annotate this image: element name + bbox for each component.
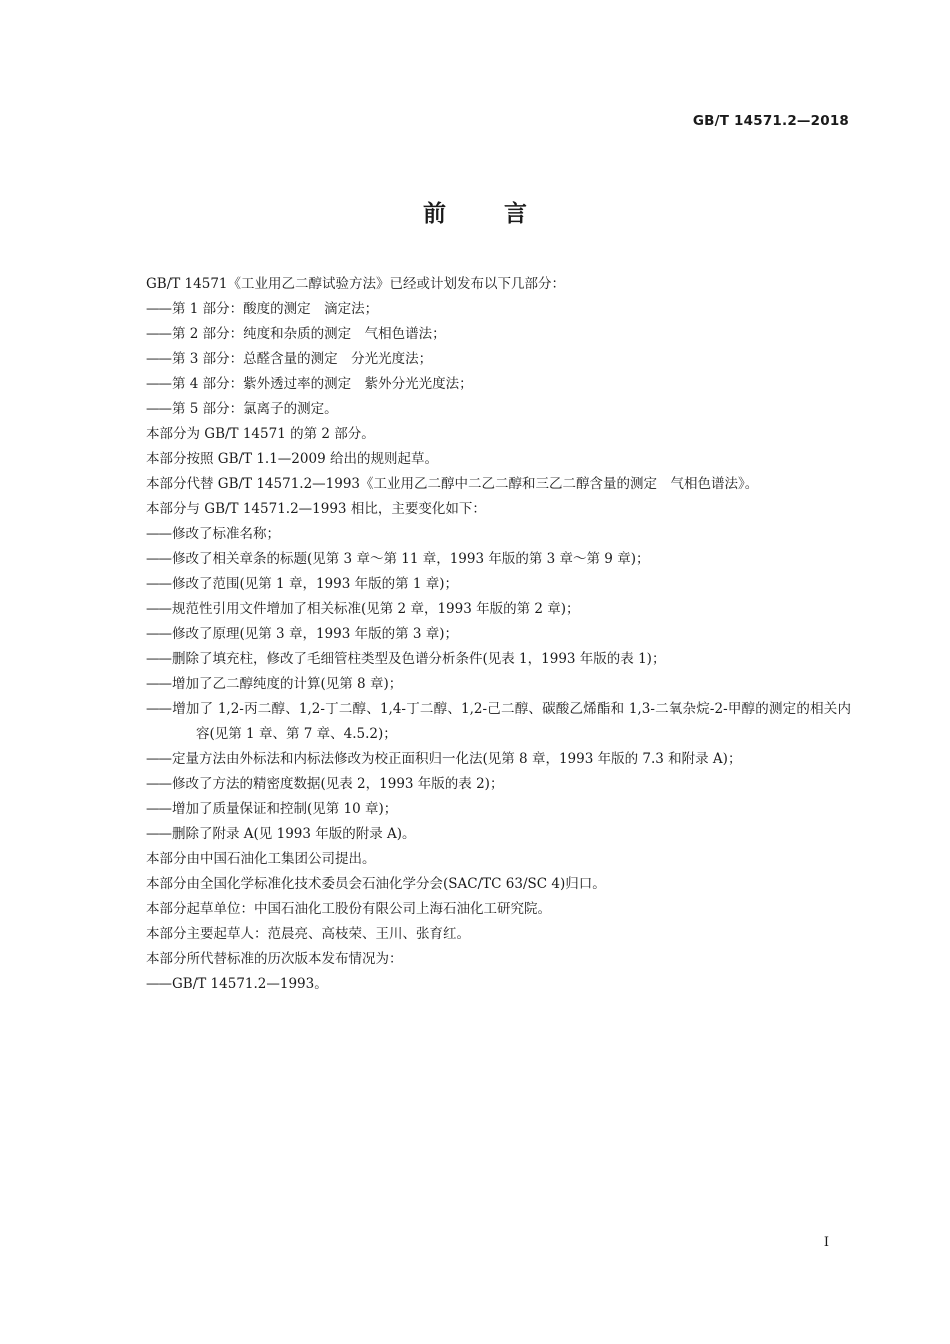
paragraph: 本部分起草单位：中国石油化工股份有限公司上海石油化工研究院。 [146, 901, 551, 917]
paragraph: 本部分由全国化学标准化技术委员会石油化学分会(SAC/TC 63/SC 4)归口。 [146, 876, 606, 892]
standard-code: GB/T 14571.2—2018 [692, 113, 849, 129]
list-item: —— 增加了质量保证和控制(见第 10 章)； [113, 797, 851, 822]
list-item: —— 增加了 1,2-丙二醇、1,2-丁二醇、1,4-丁二醇、1,2-己二醇、碳酸乙烯酯和 1,3-二氧杂烷-2-甲醇的测定的相关内容(见第 1 章、第 7 章、4.5.2)； [113, 697, 851, 747]
list-item: —— 定量方法由外标法和内标法修改为校正面积归一化法(见第 8 章，1993 年版的 7.3 和附录 A)； [113, 747, 851, 772]
paragraph: 本部分主要起草人：范晨亮、高枝荣、王川、张育红。 [146, 926, 470, 942]
paragraph: GB/T 14571《工业用乙二醇试验方法》已经或计划发布以下几部分： [146, 276, 565, 292]
list-item: —— 修改了相关章条的标题(见第 3 章～第 11 章，1993 年版的第 3 章～第 9 章)； [113, 547, 851, 572]
page-number: I [823, 1235, 829, 1250]
list-item: —— GB/T 14571.2—1993。 [113, 972, 851, 997]
paragraph: 本部分由中国石油化工集团公司提出。 [146, 851, 376, 867]
list-item: —— 删除了附录 A(见 1993 年版的附录 A)。 [113, 822, 851, 847]
paragraph: 本部分为 GB/T 14571 的第 2 部分。 [146, 426, 375, 442]
list-item: —— 修改了标准名称； [113, 522, 851, 547]
list-item: —— 修改了范围(见第 1 章，1993 年版的第 1 章)； [113, 572, 851, 597]
list-item: —— 第 4 部分：紫外透过率的测定 紫外分光光度法； [113, 372, 851, 397]
list-item: —— 修改了方法的精密度数据(见表 2，1993 年版的表 2)； [113, 772, 851, 797]
list-item: —— 规范性引用文件增加了相关标准(见第 2 章，1993 年版的第 2 章)； [113, 597, 851, 622]
list-item: —— 删除了填充柱，修改了毛细管柱类型及色谱分析条件(见表 1，1993 年版的表 1)； [113, 647, 851, 672]
paragraph: 本部分代替 GB/T 14571.2—1993《工业用乙二醇中二乙二醇和三乙二醇含量的测定 气相色谱法》。 [146, 476, 759, 492]
list-item: —— 修改了原理(见第 3 章，1993 年版的第 3 章)； [113, 622, 851, 647]
list-item: —— 第 5 部分：氯离子的测定。 [113, 397, 851, 422]
paragraph: 本部分与 GB/T 14571.2—1993 相比，主要变化如下： [146, 501, 486, 517]
list-item: —— 第 1 部分：酸度的测定 滴定法； [113, 297, 851, 322]
list-item: —— 增加了乙二醇纯度的计算(见第 8 章)； [113, 672, 851, 697]
list-item: —— 第 3 部分：总醛含量的测定 分光光度法； [113, 347, 851, 372]
page-title: 前言 [423, 201, 585, 227]
list-item: —— 第 2 部分：纯度和杂质的测定 气相色谱法； [113, 322, 851, 347]
paragraph: 本部分按照 GB/T 1.1—2009 给出的规则起草。 [146, 451, 438, 467]
document-body [113, 272, 851, 997]
paragraph: 本部分所代替标准的历次版本发布情况为： [146, 951, 403, 967]
